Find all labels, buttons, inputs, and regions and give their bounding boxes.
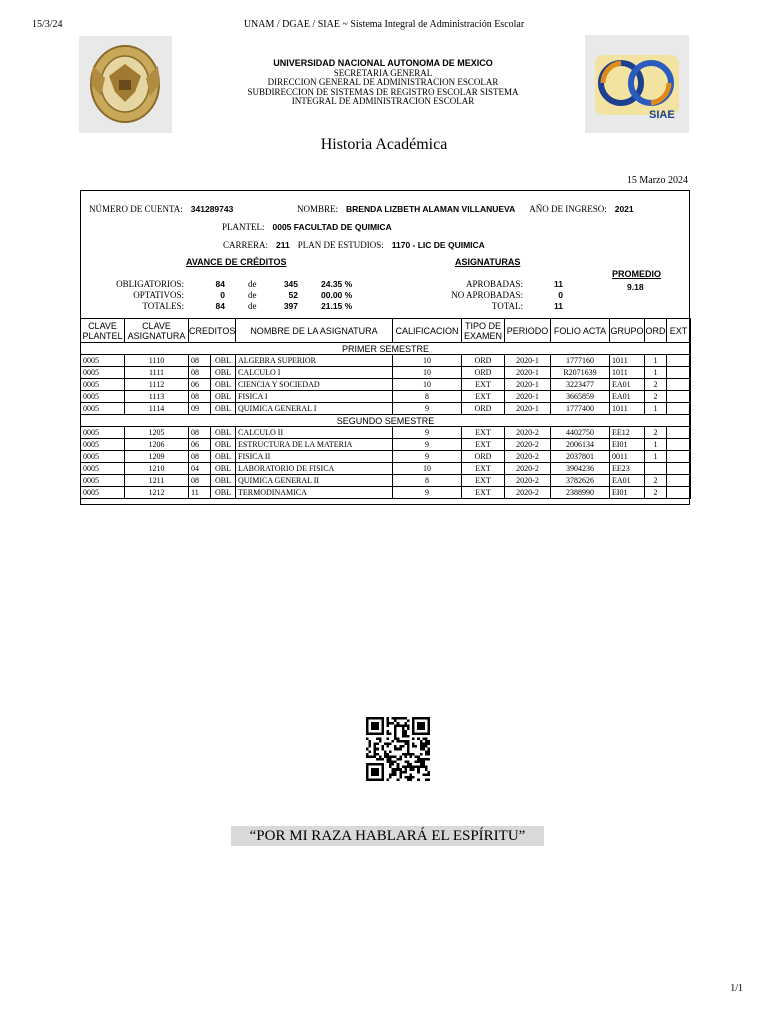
table-cell: 2037801: [551, 451, 610, 463]
table-cell: 1777160: [551, 355, 610, 367]
table-cell: ORD: [462, 403, 505, 415]
table-cell: 0005: [81, 475, 125, 487]
table-cell: 0005: [81, 355, 125, 367]
table-row: [81, 451, 691, 463]
promedio-value: 9.18: [627, 282, 644, 292]
col-header-folio-acta: FOLIO ACTA: [551, 319, 610, 343]
creditos-row-value: 84: [215, 279, 225, 289]
siae-logo: [585, 35, 689, 133]
creditos-row-pct: 24.35 %: [321, 279, 353, 289]
table-cell: 11: [189, 487, 211, 499]
siae-logo-text: SIAE: [649, 109, 675, 121]
institution-header: [180, 59, 586, 107]
table-row: [81, 463, 691, 475]
cuenta-value: 341289743: [190, 204, 234, 214]
table-cell: 10: [393, 379, 462, 391]
asignaturas-title: ASIGNATURAS: [455, 257, 521, 267]
table-cell: 0011: [610, 451, 645, 463]
creditos-row-total: 397: [283, 301, 298, 311]
table-cell: 9: [393, 403, 462, 415]
page-number: 1/1: [730, 983, 743, 994]
asignaturas-row-label: TOTAL:: [491, 301, 523, 311]
table-row: [81, 487, 691, 499]
table-cell: 0005: [81, 391, 125, 403]
promedio-title: PROMEDIO: [612, 269, 662, 279]
ingreso-label: AÑO DE INGRESO:: [529, 204, 607, 214]
table-cell: 1211: [125, 475, 189, 487]
table-cell: 1111: [125, 367, 189, 379]
print-date: 15/3/24: [32, 19, 63, 30]
table-cell: OBL: [211, 427, 236, 439]
col-header-calificacion: CALIFICACION: [393, 319, 462, 343]
table-cell: 1: [645, 451, 667, 463]
table-cell: 2020-2: [505, 451, 551, 463]
table-cell: OBL: [211, 355, 236, 367]
table-cell: 08: [189, 391, 211, 403]
table-cell: [645, 463, 667, 475]
creditos-row-de: de: [248, 279, 257, 289]
table-cell: 1114: [125, 403, 189, 415]
col-header-clave-plantel: CLAVE PLANTEL: [82, 320, 123, 341]
table-cell: 2020-1: [505, 391, 551, 403]
creditos-row-de: de: [248, 290, 257, 300]
table-cell: 3223477: [551, 379, 610, 391]
table-cell: 2020-2: [505, 475, 551, 487]
table-cell: QUIMICA GENERAL I: [236, 403, 393, 415]
col-header-ext: EXT: [667, 319, 691, 343]
table-cell: [667, 367, 691, 379]
nombre-label: NOMBRE:: [297, 204, 339, 214]
carrera-value: 211: [276, 240, 290, 250]
table-cell: CIENCIA Y SOCIEDAD: [236, 379, 393, 391]
table-cell: [667, 403, 691, 415]
header-line-university: UNIVERSIDAD NACIONAL AUTONOMA DE MEXICO: [273, 58, 493, 68]
semester-header-row: [81, 343, 691, 355]
creditos-row-label: OBLIGATORIOS:: [116, 279, 184, 289]
table-cell: 06: [189, 439, 211, 451]
table-cell: FISICA I: [236, 391, 393, 403]
table-cell: 1209: [125, 451, 189, 463]
table-cell: [667, 451, 691, 463]
table-cell: EA01: [610, 391, 645, 403]
ingreso-value: 2021: [614, 204, 634, 214]
table-cell: OBL: [211, 475, 236, 487]
header-line-sistema: INTEGRAL DE ADMINISTRACION ESCOLAR: [291, 96, 475, 106]
table-cell: 1212: [125, 487, 189, 499]
col-header-ord: ORD: [645, 319, 667, 343]
table-row: [81, 391, 691, 403]
table-cell: 3665859: [551, 391, 610, 403]
table-cell: EE23: [610, 463, 645, 475]
table-cell: 2020-1: [505, 379, 551, 391]
plantel-value: 0005 FACULTAD DE QUIMICA: [272, 222, 392, 232]
creditos-row-total: 345: [283, 279, 298, 289]
table-cell: EXT: [462, 391, 505, 403]
table-cell: EXT: [462, 439, 505, 451]
table-cell: EXT: [462, 475, 505, 487]
semester-header-row: [81, 415, 691, 427]
table-cell: 0005: [81, 379, 125, 391]
unam-seal-logo: [79, 36, 172, 133]
creditos-row-value: 0: [220, 290, 225, 300]
table-row: [81, 439, 691, 451]
student-id-row: [89, 199, 233, 217]
table-cell: 9: [393, 439, 462, 451]
table-cell: [667, 475, 691, 487]
table-cell: [667, 379, 691, 391]
creditos-row-label: OPTATIVOS:: [133, 290, 184, 300]
avance-creditos-title: AVANCE DE CRÉDITOS: [186, 257, 287, 267]
qr-code: [366, 717, 430, 781]
header-line-direccion: DIRECCION GENERAL DE ADMINISTRACION ESCOLAR: [267, 77, 499, 87]
creditos-row-total: 52: [288, 290, 298, 300]
student-name-row: [297, 199, 634, 217]
table-cell: 1206: [125, 439, 189, 451]
table-cell: 08: [189, 367, 211, 379]
table-cell: 9: [393, 451, 462, 463]
table-cell: OBL: [211, 451, 236, 463]
header-line-secretaria: SECRETARIA GENERAL: [333, 67, 433, 78]
col-header-creditos: CREDITOS: [189, 319, 236, 343]
table-cell: 2: [645, 427, 667, 439]
table-cell: 10: [393, 367, 462, 379]
table-cell: 9: [393, 487, 462, 499]
table-cell: 10: [393, 463, 462, 475]
table-cell: 1: [645, 439, 667, 451]
asignaturas-row-value: 11: [554, 301, 563, 311]
table-cell: 0005: [81, 367, 125, 379]
table-cell: [667, 487, 691, 499]
table-cell: 06: [189, 379, 211, 391]
table-cell: EXT: [462, 463, 505, 475]
table-cell: [667, 439, 691, 451]
table-cell: OBL: [211, 463, 236, 475]
table-cell: 0005: [81, 487, 125, 499]
table-cell: 2020-1: [505, 403, 551, 415]
creditos-row-pct: 21.15 %: [321, 301, 353, 311]
table-cell: 08: [189, 451, 211, 463]
semester-title: SEGUNDO SEMESTRE: [81, 415, 691, 427]
asignaturas-row-label: NO APROBADAS:: [451, 290, 523, 300]
table-cell: OBL: [211, 439, 236, 451]
table-cell: FISICA II: [236, 451, 393, 463]
table-row: [81, 475, 691, 487]
table-cell: 4402750: [551, 427, 610, 439]
carrera-label: CARRERA:: [223, 240, 269, 250]
table-cell: 0005: [81, 403, 125, 415]
table-row: [81, 367, 691, 379]
col-header-clave-asignatura: CLAVE ASIGNATURA: [125, 319, 189, 343]
asignaturas-row-label: APROBADAS:: [465, 279, 523, 289]
table-cell: 1113: [125, 391, 189, 403]
table-cell: 09: [189, 403, 211, 415]
table-cell: OBL: [211, 391, 236, 403]
grades-table: [80, 318, 691, 499]
col-header-nombre-asignatura: NOMBRE DE LA ASIGNATURA: [236, 319, 393, 343]
table-cell: EE12: [610, 427, 645, 439]
table-cell: EXT: [462, 427, 505, 439]
table-cell: 1112: [125, 379, 189, 391]
table-cell: 3904236: [551, 463, 610, 475]
table-cell: EA01: [610, 379, 645, 391]
col-header-periodo: PERIODO: [505, 319, 551, 343]
table-cell: 1777400: [551, 403, 610, 415]
table-cell: 2020-2: [505, 427, 551, 439]
table-row: [81, 355, 691, 367]
table-cell: CALCULO II: [236, 427, 393, 439]
plan-value: 1170 - LIC DE QUIMICA: [391, 240, 485, 250]
table-cell: 2: [645, 391, 667, 403]
table-cell: 1011: [610, 403, 645, 415]
table-row: [81, 403, 691, 415]
table-cell: 0005: [81, 451, 125, 463]
table-cell: 8: [393, 475, 462, 487]
table-cell: [667, 355, 691, 367]
creditos-row-label: TOTALES:: [142, 301, 184, 311]
table-cell: 08: [189, 355, 211, 367]
table-cell: 10: [393, 355, 462, 367]
table-cell: OBL: [211, 367, 236, 379]
header-line-subdireccion: SUBDIRECCION DE SISTEMAS DE REGISTRO ESCOLAR SISTEMA: [247, 86, 519, 97]
print-page-title: UNAM / DGAE / SIAE ~ Sistema Integral de Administración Escolar: [243, 19, 525, 30]
table-cell: 0005: [81, 463, 125, 475]
table-cell: EXT: [462, 487, 505, 499]
table-cell: 2020-2: [505, 487, 551, 499]
table-cell: ORD: [462, 355, 505, 367]
table-cell: 2: [645, 487, 667, 499]
university-motto: “POR MI RAZA HABLARÁ EL ESPÍRITU”: [231, 826, 544, 846]
table-row: [81, 427, 691, 439]
table-cell: 2388990: [551, 487, 610, 499]
plan-label: PLAN DE ESTUDIOS:: [297, 240, 384, 250]
table-cell: ALGEBRA SUPERIOR: [236, 355, 393, 367]
plantel-label: PLANTEL:: [222, 222, 265, 232]
document-date: 15 Marzo 2024: [626, 175, 688, 186]
creditos-row-value: 84: [215, 301, 225, 311]
table-cell: QUIMICA GENERAL II: [236, 475, 393, 487]
table-cell: EA01: [610, 475, 645, 487]
table-cell: 1: [645, 403, 667, 415]
table-cell: EI01: [610, 439, 645, 451]
cuenta-label: NÚMERO DE CUENTA:: [89, 204, 183, 214]
table-cell: 0005: [81, 427, 125, 439]
table-cell: 2020-2: [505, 439, 551, 451]
document-title: Historia Académica: [320, 136, 448, 153]
table-row: [81, 379, 691, 391]
table-cell: R2071639: [551, 367, 610, 379]
table-cell: ORD: [462, 451, 505, 463]
table-cell: [667, 463, 691, 475]
table-cell: [667, 427, 691, 439]
table-cell: 0005: [81, 439, 125, 451]
asignaturas-row-value: 11: [554, 279, 563, 289]
table-cell: CALCULO I: [236, 367, 393, 379]
table-cell: EI01: [610, 487, 645, 499]
table-cell: 1011: [610, 367, 645, 379]
table-cell: 1205: [125, 427, 189, 439]
table-cell: OBL: [211, 403, 236, 415]
table-cell: 2006134: [551, 439, 610, 451]
creditos-row-de: de: [248, 301, 257, 311]
table-cell: ORD: [462, 367, 505, 379]
table-cell: 9: [393, 427, 462, 439]
table-cell: LABORATORIO DE FISICA: [236, 463, 393, 475]
table-cell: 8: [393, 391, 462, 403]
grades-table-body: [81, 343, 691, 499]
table-cell: 3782626: [551, 475, 610, 487]
table-cell: 2020-2: [505, 463, 551, 475]
creditos-row-pct: 00.00 %: [321, 290, 353, 300]
carrera-row: [223, 235, 485, 253]
table-header-row: [81, 319, 691, 343]
table-cell: 04: [189, 463, 211, 475]
semester-title: PRIMER SEMESTRE: [81, 343, 691, 355]
asignaturas-row-value: 0: [558, 290, 563, 300]
nombre-value: BRENDA LIZBETH ALAMAN VILLANUEVA: [346, 204, 516, 214]
table-cell: 2020-1: [505, 367, 551, 379]
table-cell: 2: [645, 475, 667, 487]
table-cell: TERMODINAMICA: [236, 487, 393, 499]
table-cell: EXT: [462, 379, 505, 391]
table-cell: OBL: [211, 379, 236, 391]
table-cell: 2: [645, 379, 667, 391]
table-cell: 1: [645, 355, 667, 367]
table-cell: 1110: [125, 355, 189, 367]
col-header-grupo: GRUPO: [610, 319, 645, 343]
table-cell: 1: [645, 367, 667, 379]
table-cell: 08: [189, 427, 211, 439]
table-cell: 1210: [125, 463, 189, 475]
table-cell: OBL: [211, 487, 236, 499]
table-cell: ESTRUCTURA DE LA MATERIA: [236, 439, 393, 451]
table-cell: 1011: [610, 355, 645, 367]
table-cell: [667, 391, 691, 403]
col-header-tipo-examen: TIPO DE EXAMEN: [462, 319, 505, 343]
table-cell: 08: [189, 475, 211, 487]
plantel-row: [222, 217, 392, 235]
table-cell: 2020-1: [505, 355, 551, 367]
